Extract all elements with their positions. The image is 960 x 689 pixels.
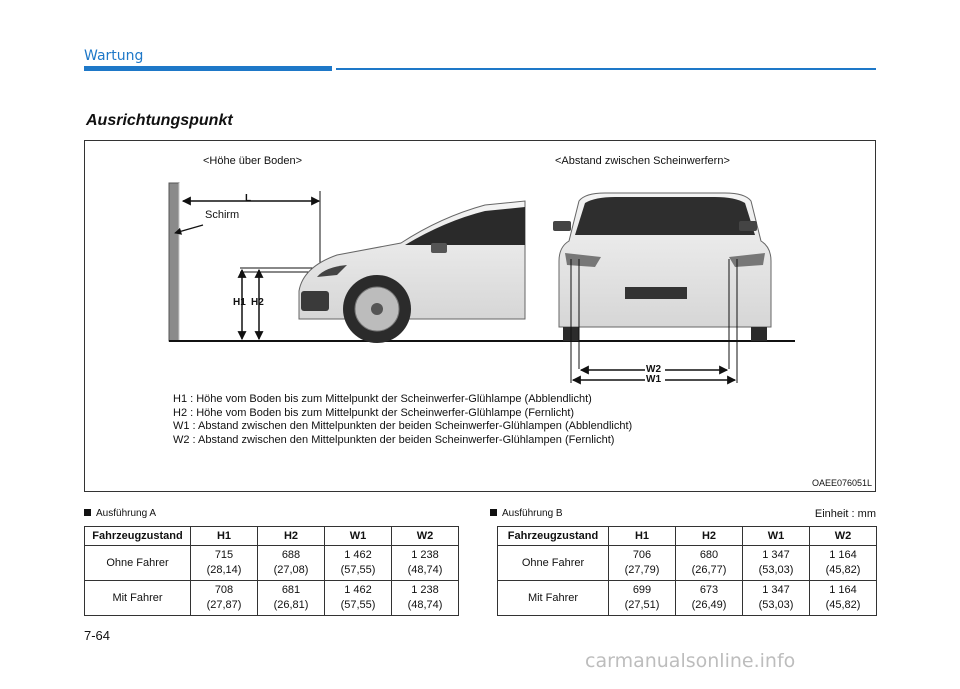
value-cell: 1 462 (57,55) — [325, 581, 392, 616]
car-side-view — [299, 201, 525, 343]
value-cell: 699 (27,51) — [609, 581, 676, 616]
label-schirm: Schirm — [205, 209, 240, 221]
variant-b-table — [497, 526, 877, 616]
header-w2: W2 — [810, 527, 877, 546]
bullet-square-icon — [490, 509, 497, 516]
label-w2: W2 — [646, 364, 661, 375]
legend-w2: W2 : Abstand zwischen den Mittelpunkten der beiden Scheinwerfer-Glühlampen (Fernlicht) — [173, 433, 615, 446]
label-h2: H2 — [251, 297, 264, 308]
header-w1: W1 — [325, 527, 392, 546]
state-cell: Mit Fahrer — [85, 581, 191, 616]
table-header-row — [85, 527, 459, 546]
variant-a-table — [84, 526, 459, 616]
table-header-row — [498, 527, 877, 546]
legend-h2: H2 : Höhe vom Boden bis zum Mittelpunkt der Scheinwerfer-Glühlampe (Fernlicht) — [173, 406, 575, 419]
value-cell: 1 347 (53,03) — [743, 581, 810, 616]
value-cell: 1 347 (53,03) — [743, 546, 810, 581]
value-cell: 680 (26,77) — [676, 546, 743, 581]
header-w1: W1 — [743, 527, 810, 546]
value-cell: 688 (27,08) — [258, 546, 325, 581]
table-row — [85, 546, 459, 581]
header-state: Fahrzeugzustand — [85, 527, 191, 546]
table-row — [498, 546, 877, 581]
header-h1: H1 — [609, 527, 676, 546]
height-caption: <Höhe über Boden> — [203, 155, 303, 167]
label-h1: H1 — [233, 297, 246, 308]
label-l: L — [245, 193, 252, 204]
header-h2: H2 — [258, 527, 325, 546]
value-cell: 1 462 (57,55) — [325, 546, 392, 581]
legend-w1: W1 : Abstand zwischen den Mittelpunkten der beiden Scheinwerfer-Glühlampen (Abblendlicht) — [173, 420, 633, 432]
value-cell: 1 164 (45,82) — [810, 581, 877, 616]
label-w1: W1 — [646, 374, 661, 385]
header-rule-thin — [336, 68, 876, 70]
value-cell: 706 (27,79) — [609, 546, 676, 581]
value-cell: 1 238 (48,74) — [392, 581, 459, 616]
state-cell: Ohne Fahrer — [85, 546, 191, 581]
value-cell: 681 (26,81) — [258, 581, 325, 616]
header-h2: H2 — [676, 527, 743, 546]
headlamp-aiming-figure — [84, 140, 876, 492]
header-rule-thick — [84, 66, 332, 71]
dimension-legend — [173, 393, 632, 447]
value-cell: 673 (26,49) — [676, 581, 743, 616]
value-cell: 715 (28,14) — [191, 546, 258, 581]
header-h1: H1 — [191, 527, 258, 546]
state-cell: Mit Fahrer — [498, 581, 609, 616]
car-front-view — [553, 193, 771, 341]
aiming-illustration — [85, 141, 875, 391]
value-cell: 1 238 (48,74) — [392, 546, 459, 581]
unit-label: Einheit : mm — [814, 508, 876, 520]
legend-h1: H1 : Höhe vom Boden bis zum Mittelpunkt der Scheinwerfer-Glühlampe (Abblendlicht) — [173, 393, 592, 405]
value-cell: 1 164 (45,82) — [810, 546, 877, 581]
header-state: Fahrzeugzustand — [498, 527, 609, 546]
watermark: carmanualsonline.info — [585, 650, 796, 672]
distance-caption: <Abstand zwischen Scheinwerfern> — [555, 155, 730, 167]
table-row — [498, 581, 877, 616]
header-w2: W2 — [392, 527, 459, 546]
variant-b-label: Ausführung B — [490, 508, 563, 519]
figure-code: OAEE076051L — [811, 478, 872, 488]
page-heading: Ausrichtungspunkt — [86, 112, 233, 129]
variant-a-label: Ausführung A — [84, 508, 156, 519]
state-cell: Ohne Fahrer — [498, 546, 609, 581]
screen-wall — [169, 183, 179, 341]
page-number: 7-64 — [84, 628, 111, 643]
table-row — [85, 581, 459, 616]
value-cell: 708 (27,87) — [191, 581, 258, 616]
section-title: Wartung — [84, 48, 144, 64]
bullet-square-icon — [84, 509, 91, 516]
